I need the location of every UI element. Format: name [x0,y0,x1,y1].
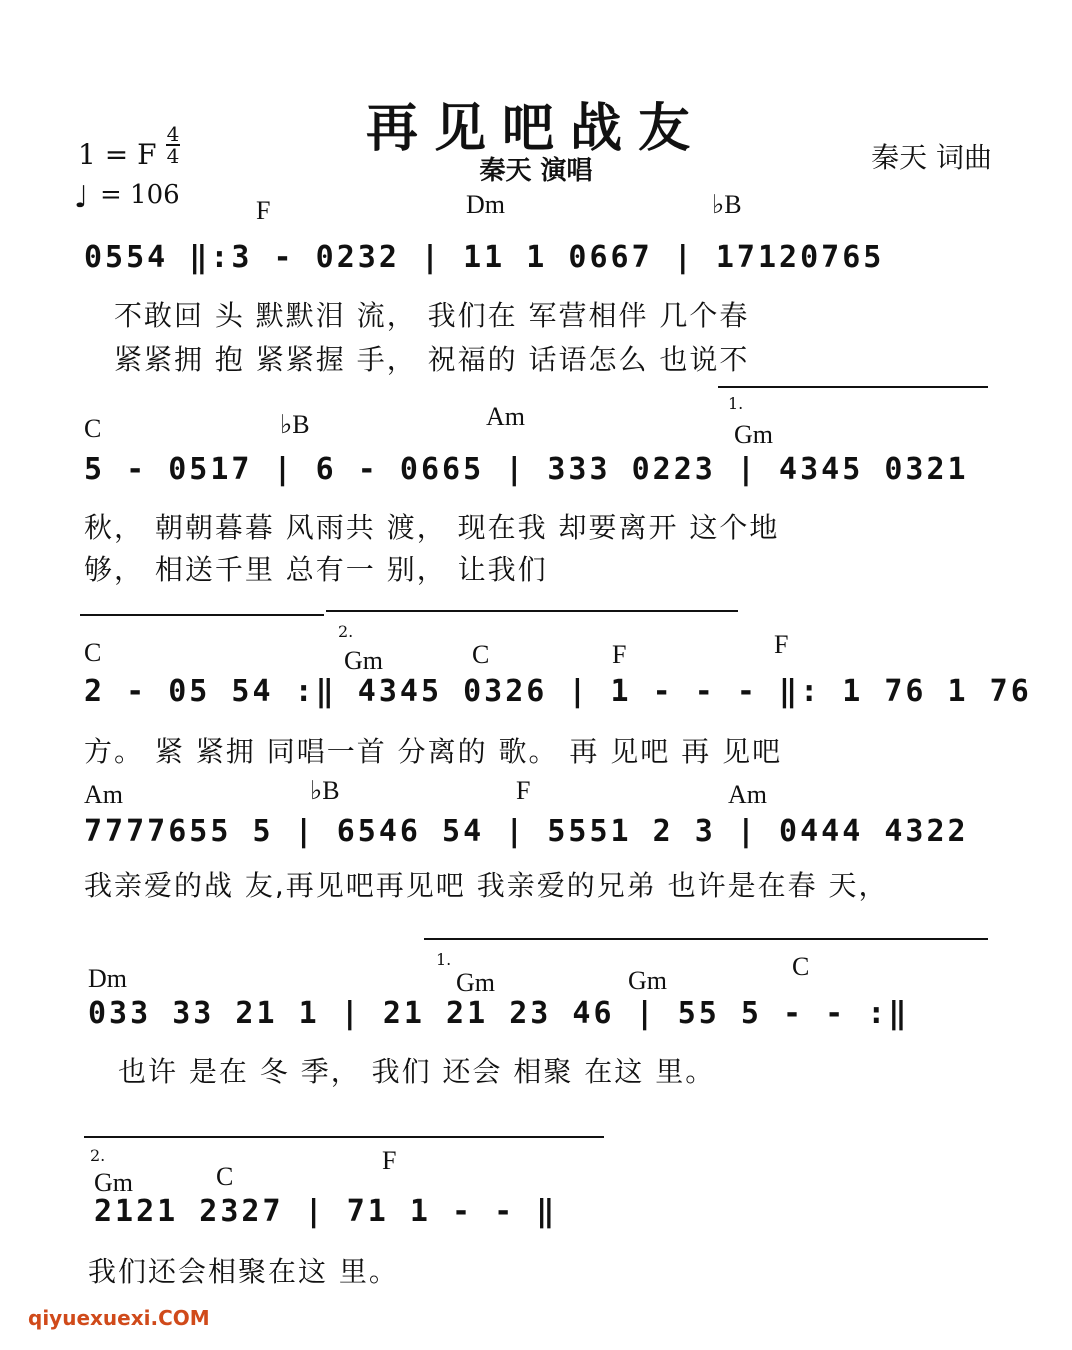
chord: Dm [466,190,505,219]
chord: Gm [94,1168,133,1197]
notation-line: 5 - 0517 | 6 - 0665 | 333 0223 | 4345 0321 [84,452,969,487]
notation-line: 033 33 21 1 | 21 21 23 46 | 55 5 - - :‖ [88,996,910,1031]
chord: F [774,630,789,659]
chord: C [216,1162,234,1191]
notation-line: 2121 2327 | 71 1 - - ‖ [94,1194,558,1229]
chord: Gm [628,966,667,995]
chord: C [792,952,810,981]
chord: Dm [88,964,127,993]
singer-credit: 秦天 演唱 [479,156,593,186]
lyric-line: 方。 紧 紧拥 同唱一首 分离的 歌。 再 见吧 再 见吧 [84,735,783,768]
volta-bracket [326,610,738,612]
chord: C [84,414,102,443]
notation-line: 0554 ‖:3 - 0232 | 11 1 0667 | 17120765 [84,240,885,275]
volta-bracket [718,386,988,388]
composer-credit: 秦天 词曲 [871,141,992,174]
volta-number: 1. [436,950,452,969]
notation-line: 7777655 5 | 6546 54 | 5551 2 3 | 0444 4322 [84,814,969,849]
tempo-marking: = 106 [100,180,180,210]
key-signature: 1 = F [78,138,157,171]
chord: Gm [734,420,773,449]
chord: ♭B [280,410,310,439]
volta-number: 2. [90,1146,106,1165]
lyric-line: 也许 是在 冬 季， 我们 还会 相聚 在这 里。 [118,1055,716,1088]
chord: F [256,196,271,225]
lyric-line: 我亲爱的战 友,再见吧再见吧 我亲爱的兄弟 也许是在春 天， [84,869,889,902]
time-signature [166,124,180,166]
notation-line: 2 - 05 54 :‖ 4345 0326 | 1 - - - ‖: 1 76 1 76 [84,674,1032,709]
chord: F [516,776,531,805]
lyric-line: 我们还会相聚在这 里。 [88,1255,399,1288]
time-bottom: 4 [166,144,180,168]
chord: F [612,640,627,669]
chord: F [382,1146,397,1175]
quarter-note-icon: ♩ [74,180,89,215]
volta-bracket [80,614,324,616]
site-watermark: qiyuexuexi.COM [28,1306,210,1330]
chord: ♭B [712,190,742,219]
volta-number: 2. [338,622,354,641]
chord: ♭B [310,776,340,805]
chord: Gm [456,968,495,997]
lyric-line: 不敢回 头 默默泪 流， 我们在 军营相伴 几个春 [114,299,750,332]
chord: C [84,638,102,667]
lyric-line: 紧紧拥 抱 紧紧握 手， 祝福的 话语怎么 也说不 [114,343,750,376]
chord: C [472,640,490,669]
volta-bracket [424,938,988,940]
chord: Am [84,780,123,809]
song-title: 再见吧战友 [365,99,706,159]
chord: Am [728,780,767,809]
volta-bracket [84,1136,604,1138]
lyric-line: 够， 相送千里 总有一 别， 让我们 [84,553,548,586]
time-top: 4 [166,122,180,146]
chord: Gm [344,646,383,675]
chord: Am [486,402,525,431]
lyric-line: 秋， 朝朝暮暮 风雨共 渡， 现在我 却要离开 这个地 [84,511,780,544]
volta-number: 1. [728,394,744,413]
